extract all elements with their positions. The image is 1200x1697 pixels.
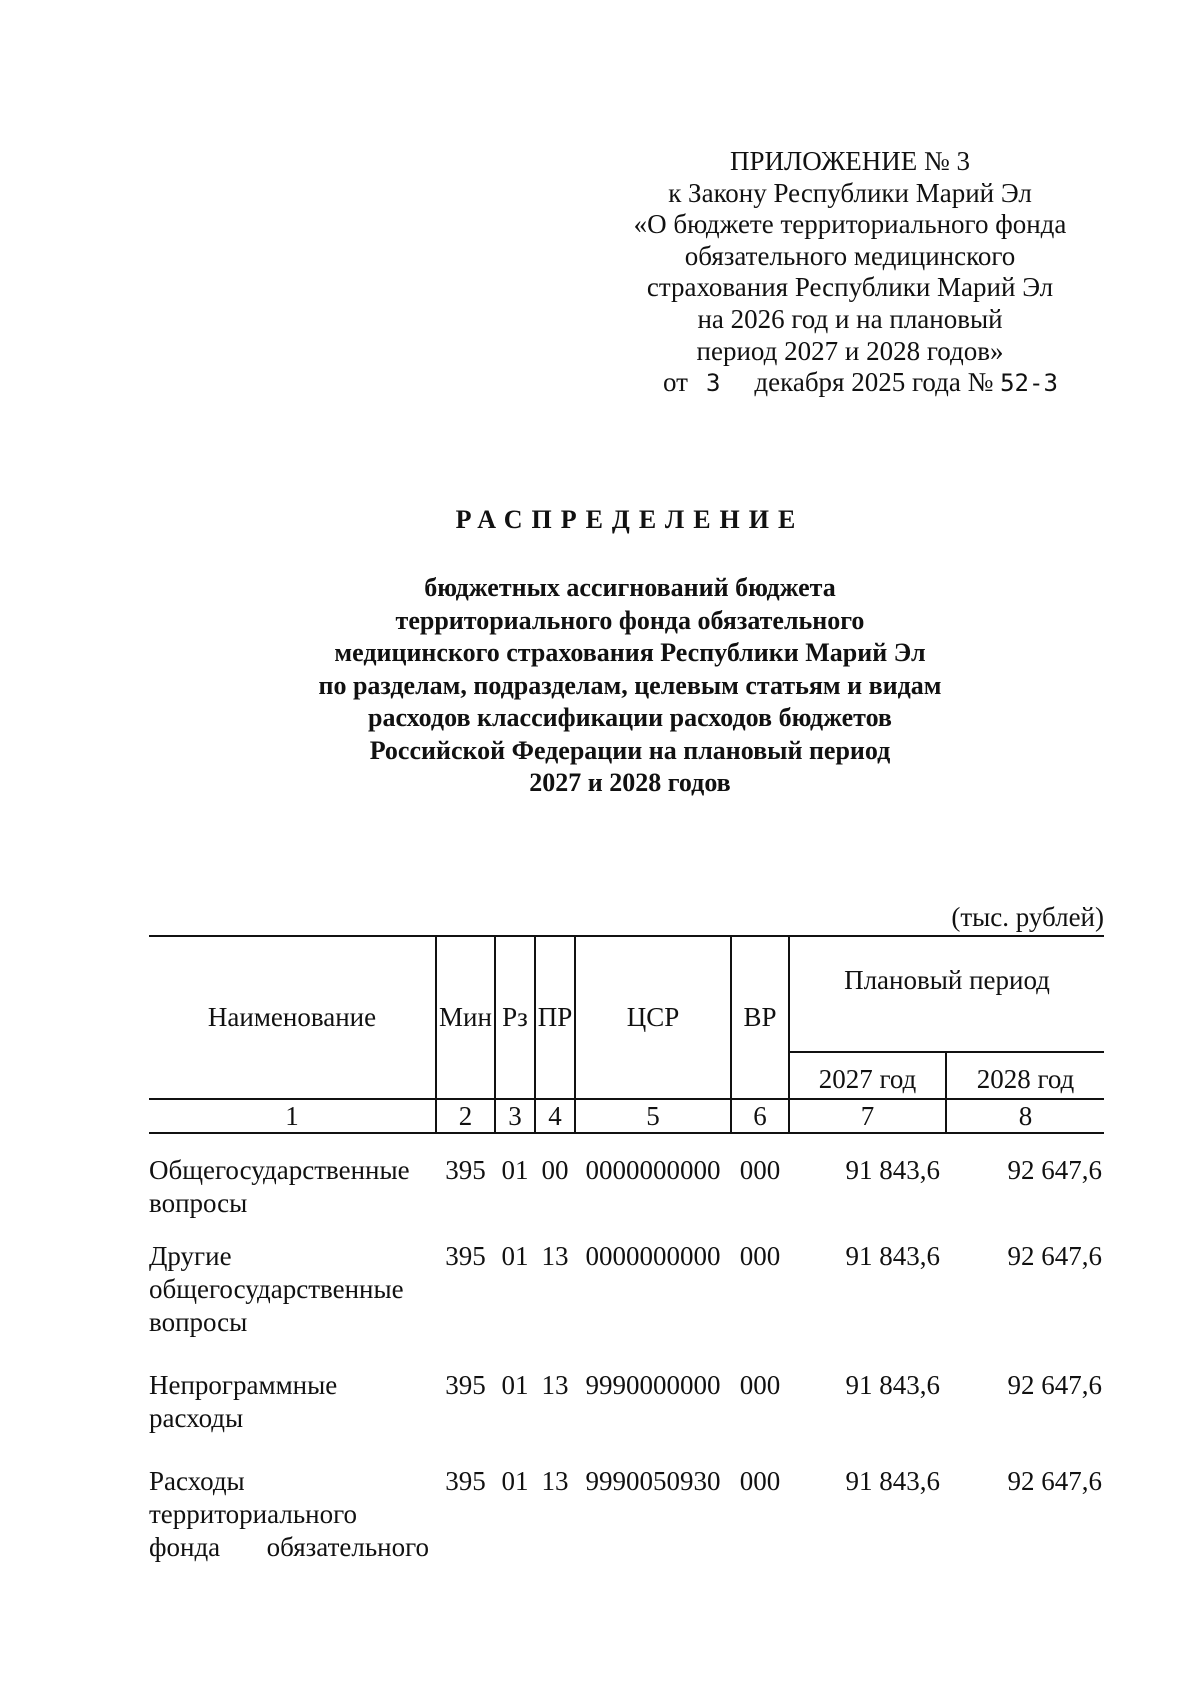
cell-min: 395 (445, 1370, 486, 1400)
column-number: 8 (946, 1099, 1104, 1133)
column-number: 3 (495, 1099, 535, 1133)
row-name-word: обязательного (266, 1532, 429, 1562)
annex-title: ПРИЛОЖЕНИЕ № 3 (729, 146, 971, 176)
row-name-line: расходы (149, 1403, 244, 1433)
document-title: РАСПРЕДЕЛЕНИЕ (455, 505, 805, 534)
cell-2027: 91 843,6 (845, 1241, 940, 1271)
row-name (149, 1154, 436, 1220)
row-name-line: вопросы (149, 1188, 248, 1218)
annex-line: «О бюджете территориального фонда (633, 209, 1067, 240)
header-csr: ЦСР (575, 936, 731, 1099)
header-pr: ПР (535, 936, 575, 1099)
cell-rz: 01 (501, 1155, 529, 1185)
row-name-line: общегосударственные (149, 1274, 404, 1304)
column-number: 6 (731, 1099, 789, 1133)
subtitle-line: по разделам, подразделам, целевым статьям и видам (318, 670, 942, 700)
row-name-line: Непрограммные (149, 1370, 338, 1400)
table-row (149, 1369, 1104, 1435)
row-name (149, 1465, 436, 1564)
cell-vr: 000 (739, 1155, 781, 1185)
table-row (149, 1240, 1104, 1339)
document-subtitle (240, 572, 1020, 800)
header-name: Наименование (149, 936, 436, 1099)
annex-line: на 2026 год и на плановый (697, 303, 1003, 334)
column-number: 1 (149, 1099, 436, 1133)
subtitle-line: медицинского страхования Республики Марий Эл (334, 638, 926, 667)
cell-2027: 91 843,6 (845, 1370, 940, 1400)
header-plan-period: Плановый период (789, 936, 1104, 1052)
annex-line: к Закону Республики Марий Эл (668, 177, 1032, 208)
law-number: 52-З (1000, 369, 1058, 398)
row-name-line: Расходы (149, 1466, 245, 1496)
cell-2028: 92 647,6 (1007, 1466, 1102, 1496)
subtitle-line: Российской Федерации на плановый период (369, 735, 891, 765)
subtitle-line: 2027 и 2028 годов (529, 768, 731, 797)
budget-table (149, 935, 1104, 1564)
row-name (149, 1369, 436, 1435)
table-row (149, 1154, 1104, 1220)
cell-pr: 13 (541, 1370, 569, 1400)
subtitle-line: расходов классификации расходов бюджетов (368, 703, 892, 732)
row-name-word: фонда (149, 1532, 221, 1562)
cell-2027: 91 843,6 (845, 1155, 940, 1185)
subtitle-line: территориального фонда обязательного (395, 605, 865, 635)
cell-rz: 01 (501, 1370, 529, 1400)
row-name-line: территориального (149, 1499, 357, 1529)
cell-rz: 01 (501, 1466, 529, 1496)
table-row (149, 1465, 1104, 1564)
row-name-line: вопросы (149, 1307, 248, 1337)
column-number: 2 (436, 1099, 495, 1133)
header-year-2027: 2027 год (789, 1052, 946, 1099)
cell-pr: 00 (541, 1155, 569, 1185)
cell-2028: 92 647,6 (1007, 1370, 1102, 1400)
subtitle-line: бюджетных ассигнований бюджета (424, 573, 836, 602)
date-text: декабря 2025 года № (754, 367, 994, 398)
date-prefix: от (663, 367, 688, 398)
cell-2028: 92 647,6 (1007, 1155, 1102, 1185)
cell-2028: 92 647,6 (1007, 1241, 1102, 1271)
cell-vr: 000 (739, 1370, 781, 1400)
column-number: 7 (789, 1099, 946, 1133)
annex-line: обязательного медицинского (684, 240, 1016, 271)
cell-csr: 0000000000 (585, 1155, 721, 1185)
header-min: Мин (436, 936, 495, 1099)
cell-min: 395 (445, 1466, 486, 1496)
cell-pr: 13 (541, 1466, 569, 1496)
cell-min: 395 (445, 1155, 486, 1185)
annex-line: страхования Республики Марий Эл (646, 272, 1054, 303)
annex-line: период 2027 и 2028 годов» (696, 335, 1004, 366)
cell-min: 395 (445, 1241, 486, 1271)
column-numbers-row (149, 1099, 1104, 1133)
row-name (149, 1240, 436, 1339)
header-vr: ВР (731, 936, 789, 1099)
row-name-line: Общегосударственные (149, 1155, 410, 1185)
annex-date-line (620, 367, 1080, 400)
cell-csr: 9990000000 (585, 1370, 721, 1400)
cell-csr: 0000000000 (585, 1241, 721, 1271)
header-year-2028: 2028 год (946, 1052, 1104, 1099)
cell-2027: 91 843,6 (845, 1466, 940, 1496)
cell-vr: 000 (739, 1241, 781, 1271)
cell-vr: 000 (739, 1466, 781, 1496)
row-name-line (149, 1531, 429, 1564)
cell-rz: 01 (501, 1241, 529, 1271)
row-name-line: Другие (149, 1241, 232, 1271)
column-number: 4 (535, 1099, 575, 1133)
date-day: 3 (705, 369, 721, 398)
cell-pr: 13 (541, 1241, 569, 1271)
annex-header (620, 146, 1080, 400)
header-rz: Рз (495, 936, 535, 1099)
cell-csr: 9990050930 (585, 1466, 721, 1496)
column-number: 5 (575, 1099, 731, 1133)
units-label: (тыс. рублей) (951, 902, 1104, 932)
